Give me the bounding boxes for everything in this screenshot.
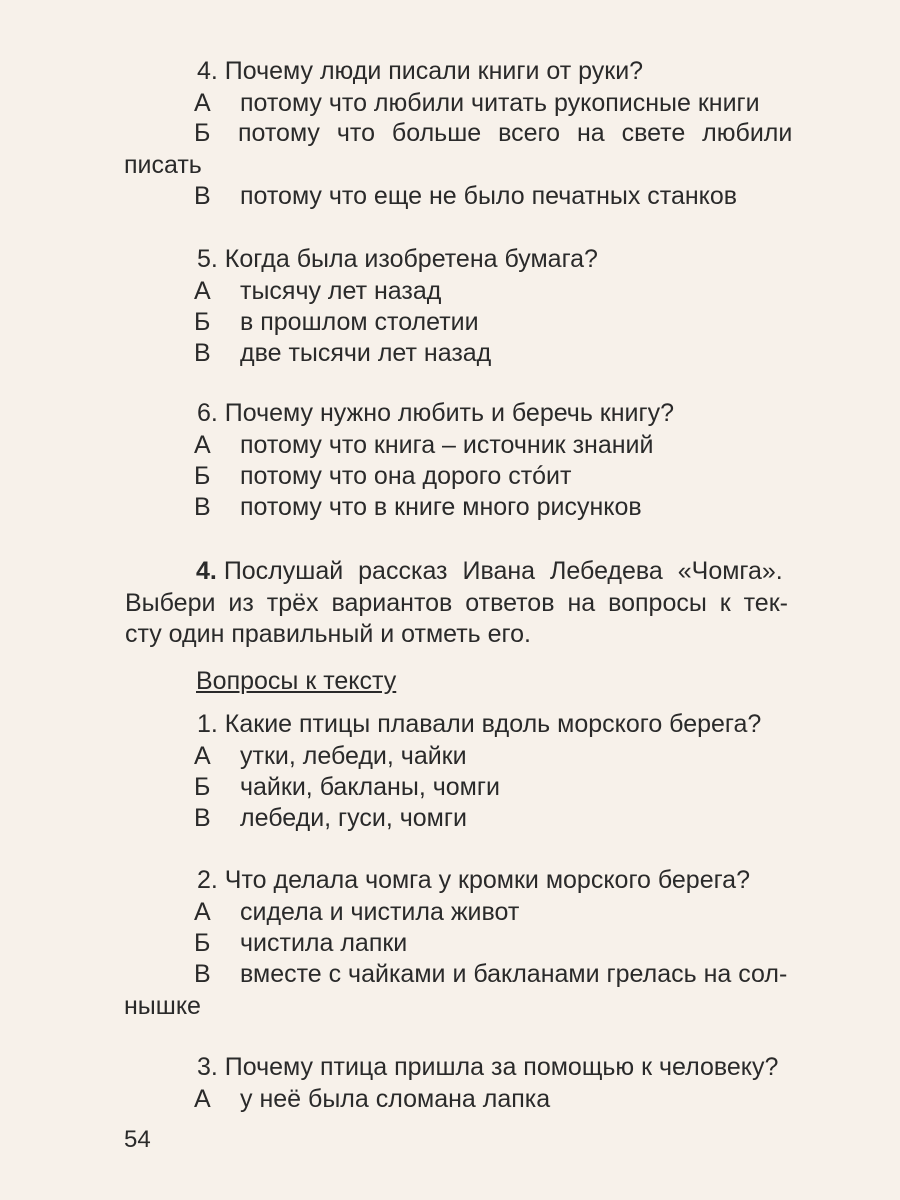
option-a-text: потому что книга – источник знаний (240, 431, 654, 459)
option-b-text: потому что больше всего на свете любили (238, 119, 793, 147)
option-c-text: две тысячи лет назад (240, 339, 492, 367)
section-heading: Вопросы к тексту (196, 667, 397, 695)
option-c-text-continued: нышке (124, 992, 201, 1020)
question-3-text: 3. Почему птица пришла за помощью к человеку? (197, 1053, 779, 1081)
option-b-text: чайки, бакланы, чомги (240, 773, 500, 801)
option-letter-a: А (194, 898, 211, 926)
option-letter-a: А (194, 89, 211, 117)
option-b-text: чистила лапки (240, 929, 408, 957)
option-letter-a: А (194, 277, 211, 305)
task-instruction-line-1 (196, 556, 783, 586)
task-instruction-line-3: сту один правильный и отметь его. (125, 620, 531, 648)
option-letter-b: Б (194, 773, 211, 801)
option-letter-a: А (194, 1085, 211, 1113)
option-c-text: потому что в книге много рисунков (240, 493, 642, 521)
question-1-text: 1. Какие птицы плавали вдоль морского берега? (197, 710, 762, 738)
option-letter-c: В (194, 339, 211, 367)
option-b-text-continued: писать (124, 151, 202, 179)
option-a-text: сидела и чистила живот (240, 898, 520, 926)
option-letter-b: Б (194, 462, 211, 490)
question-2-text: 2. Что делала чомга у кромки морского берега? (197, 866, 750, 894)
option-c-text: лебеди, гуси, чомги (240, 804, 467, 832)
option-letter-b: Б (194, 119, 211, 147)
option-letter-a: А (194, 742, 211, 770)
option-letter-c: В (194, 493, 211, 521)
question-6-text: 6. Почему нужно любить и беречь книгу? (197, 399, 675, 427)
option-letter-c: В (194, 804, 211, 832)
option-a-text: у неё была сломана лапка (240, 1085, 551, 1113)
question-5-text: 5. Когда была изобретена бумага? (197, 245, 598, 273)
option-b-text: в прошлом столетии (240, 308, 479, 336)
task-instruction-text: Послушай рассказ Ивана Лебедева «Чомга». (223, 557, 783, 585)
option-letter-c: В (194, 182, 211, 210)
option-a-text: тысячу лет назад (240, 277, 442, 305)
option-c-text: вместе с чайками и бакланами грелась на сол- (240, 960, 788, 988)
option-letter-b: Б (194, 308, 211, 336)
question-4-text: 4. Почему люди писали книги от руки? (197, 57, 644, 85)
page-number: 54 (124, 1126, 151, 1153)
option-b-text: потому что она дорого стóит (240, 462, 572, 490)
option-c-text: потому что еще не было печатных станков (240, 182, 738, 210)
option-letter-b: Б (194, 929, 211, 957)
option-a-text: потому что любили читать рукописные книги (240, 89, 760, 117)
task-number: 4. (196, 557, 217, 585)
task-instruction-line-2: Выбери из трёх вариантов ответов на вопросы к тек- (125, 589, 788, 617)
option-letter-c: В (194, 960, 211, 988)
option-letter-a: А (194, 431, 211, 459)
option-a-text: утки, лебеди, чайки (240, 742, 467, 770)
